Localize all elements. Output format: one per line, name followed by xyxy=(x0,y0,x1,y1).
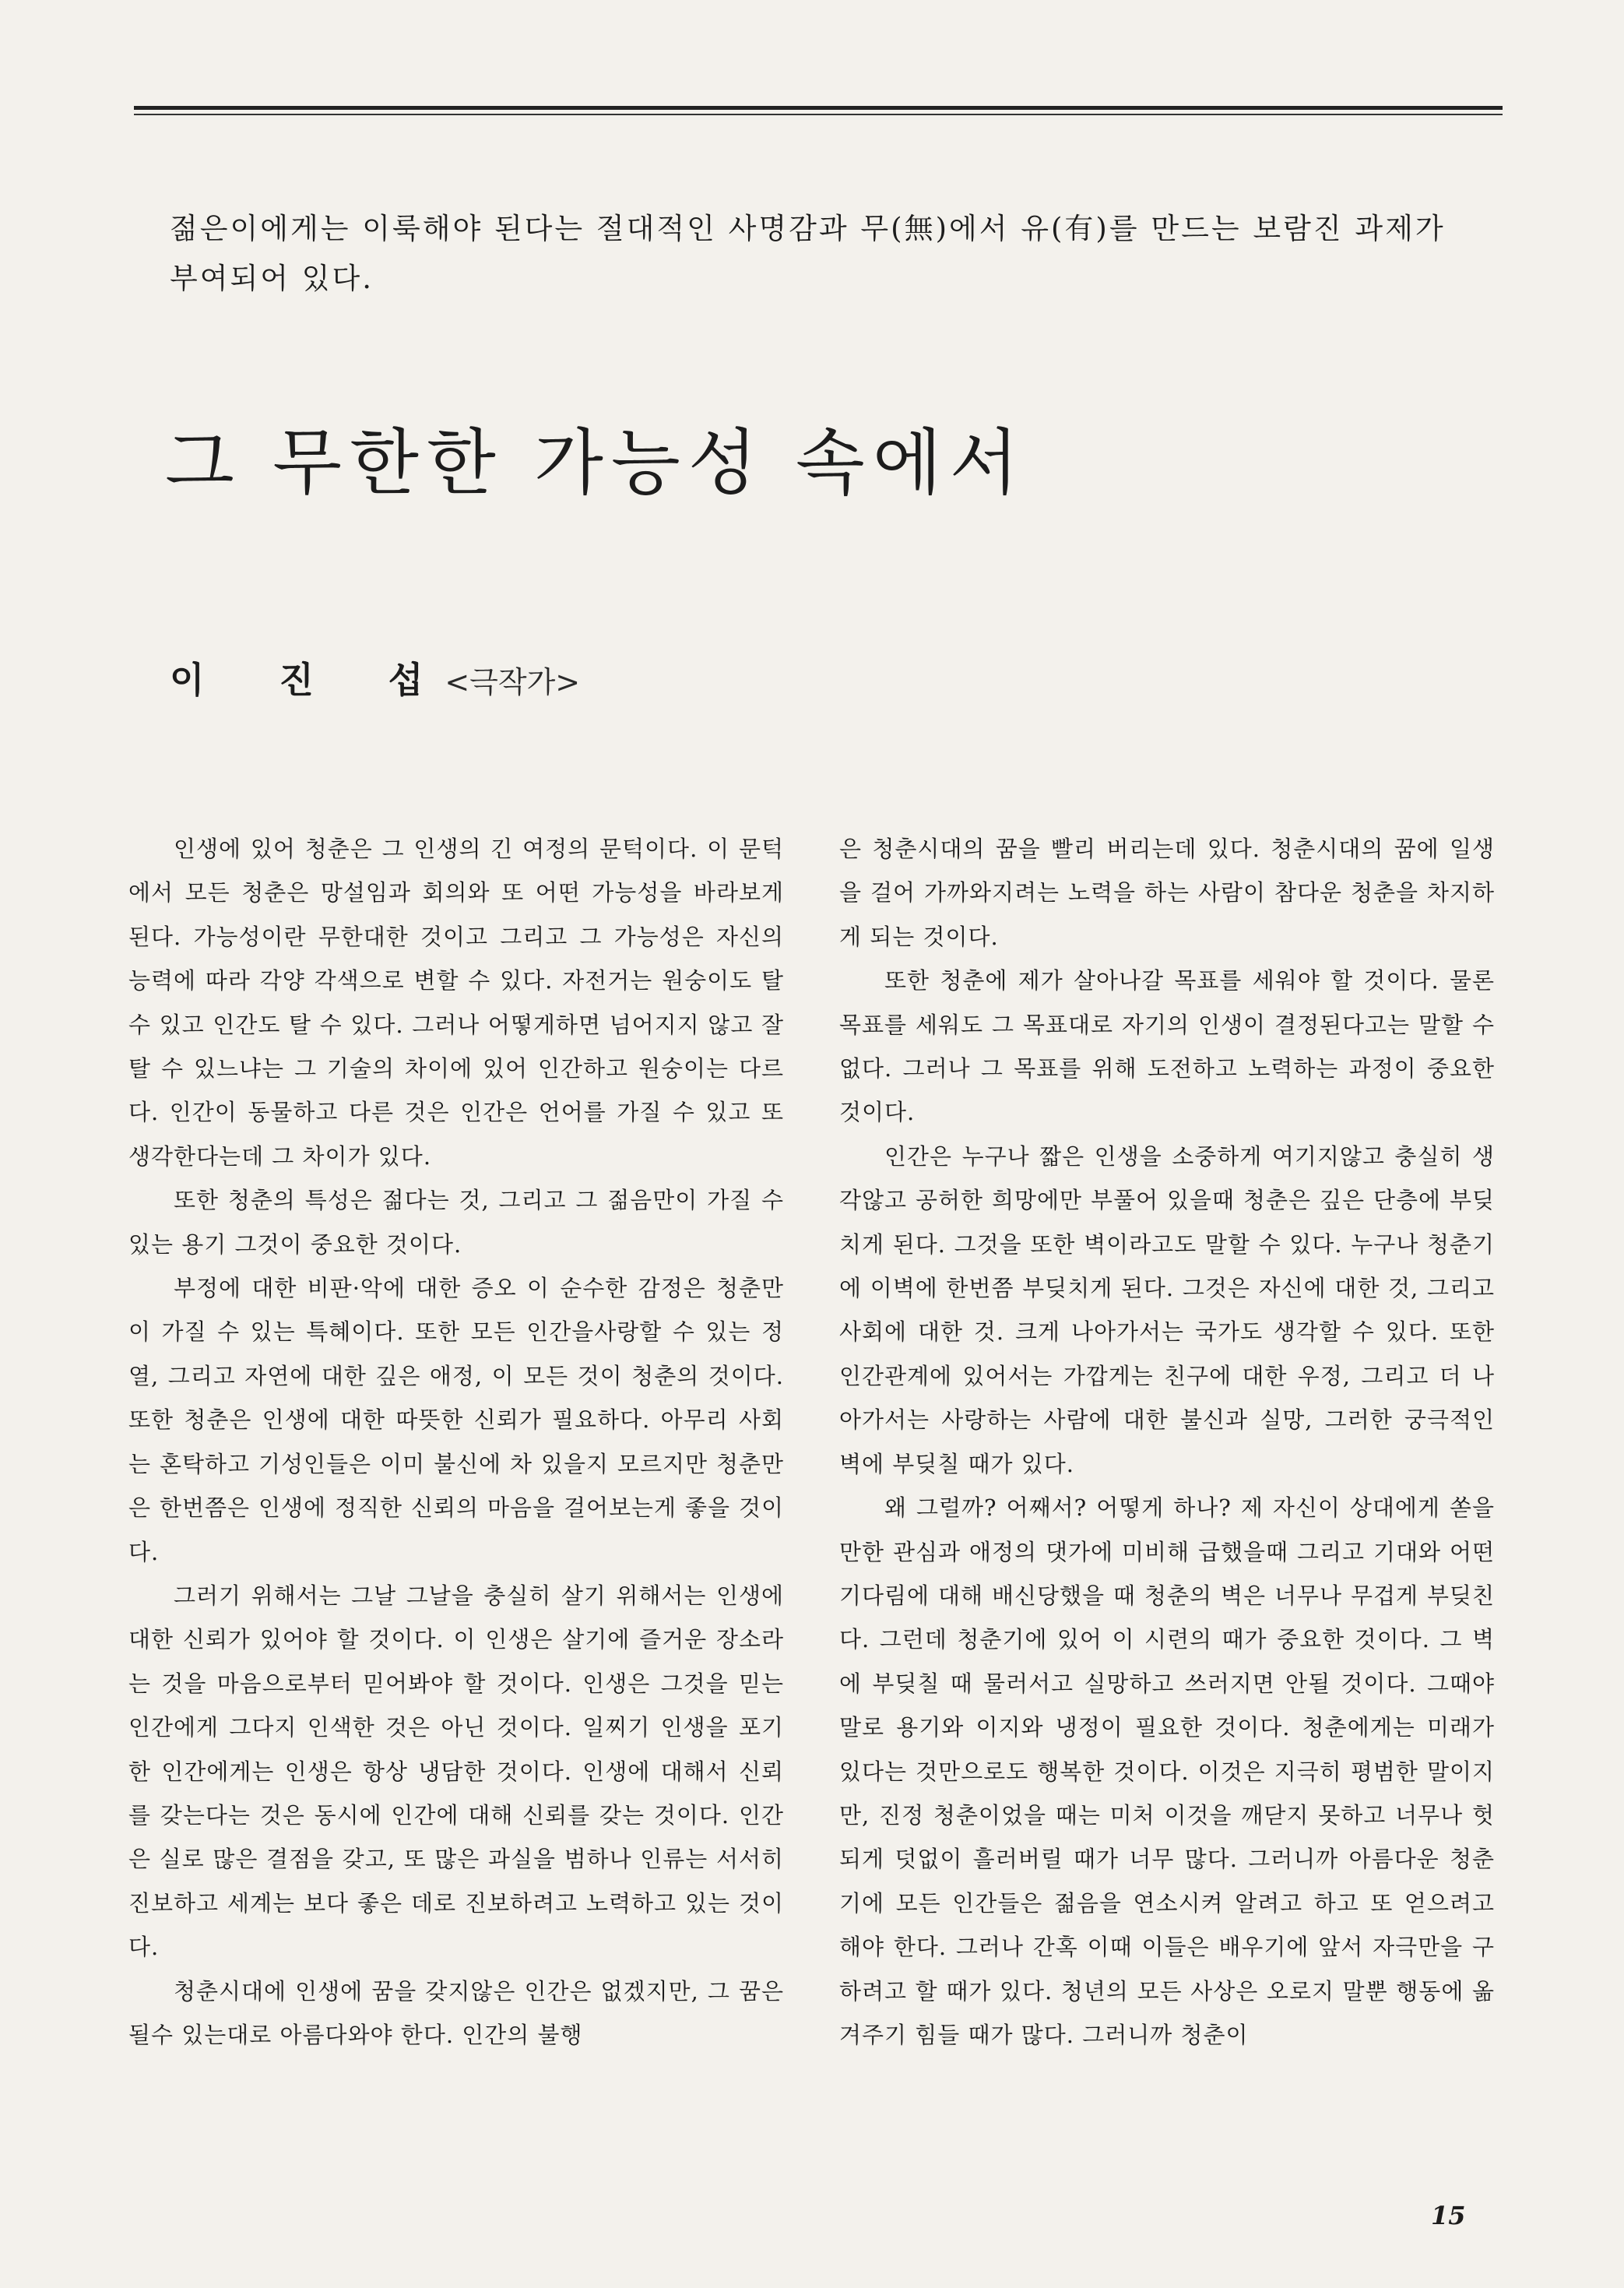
byline xyxy=(170,653,1104,716)
left-paragraph-3: 부정에 대한 비판·악에 대한 증오 이 순수한 감정은 청춘만이 가질 수 있는 특혜이다. 또한 모든 인간을사랑할 수 있는 정열, 그리고 자연에 대한 깊은 애정, 이 모든 것이 청춘의 것이다. 또한 청춘은 인생에 대한 따뜻한 신뢰가 필요하다. 아무리 사회는 혼탁하고 기성인들은 이미 불신에 차 있을지 모르지만 청춘만은 한번쯤은 인생에 정직한 신뢰의 마음을 걸어보는게 좋을 것이다. xyxy=(128,1275,784,1565)
top-rule-thin xyxy=(134,114,1503,115)
intro-text: 젊은이에게는 이룩해야 된다는 절대적인 사명감과 무(無)에서 유(有)를 만드는 보람진 과제가 부여되어 있다. xyxy=(170,212,1446,295)
page-number: 15 xyxy=(1431,2201,1466,2230)
left-column xyxy=(128,827,784,2057)
article-title: 그 무한한 가능성 속에서 xyxy=(165,421,1027,505)
author-name: 이 진 섭 xyxy=(170,659,424,701)
left-paragraph-4: 그러기 위해서는 그날 그날을 충실히 살기 위해서는 인생에 대한 신뢰가 있어야 할 것이다. 이 인생은 살기에 즐거운 장소라는 것을 마음으로부터 믿어봐야 할 것이다. 인생은 그것을 믿는 인간에게 그다지 인색한 것은 아닌 것이다. 일찌기 인생을 포기한 인간에게는 인생은 항상 냉담한 것이다. 인생에 대해서 신뢰를 갖는다는 것은 동시에 인간에 대해 신뢰를 갖는 것이다. 인간은 실로 많은 결점을 갖고, 또 많은 과실을 범하나 인류는 서서히 진보하고 세계는 보다 좋은 데로 진보하려고 노력하고 있는 것이다. xyxy=(128,1582,784,1961)
left-paragraph-1: 인생에 있어 청춘은 그 인생의 긴 여정의 문턱이다. 이 문턱에서 모든 청춘은 망설임과 회의와 또 어떤 가능성을 바라보게 된다. 가능성이란 무한대한 것이고 그리고 그 가능성은 자신의 능력에 따라 각양 각색으로 변할 수 있다. 자전거는 원숭이도 탈 수 있고 인간도 탈 수 있다. 그러나 어떻게하면 넘어지지 않고 잘 탈 수 있느냐는 그 기술의 차이에 있어 인간하고 원숭이는 다르다. 인간이 동물하고 다른 것은 인간은 언어를 가질 수 있고 또 생각한다는데 그 차이가 있다. xyxy=(128,836,784,1170)
left-paragraph-5: 청춘시대에 인생에 꿈을 갖지않은 인간은 없겠지만, 그 꿈은 될수 있는대로 아름다와야 한다. 인간의 불행 xyxy=(128,1977,784,2048)
left-paragraph-2: 또한 청춘의 특성은 젊다는 것, 그리고 그 젊음만이 가질 수 있는 용기 그것이 중요한 것이다. xyxy=(128,1187,784,1258)
right-paragraph-1: 은 청춘시대의 꿈을 빨리 버리는데 있다. 청춘시대의 꿈에 일생을 걸어 가까와지려는 노력을 하는 사람이 참다운 청춘을 차지하게 되는 것이다. xyxy=(839,836,1495,950)
right-paragraph-2: 또한 청춘에 제가 살아나갈 목표를 세워야 할 것이다. 물론 목표를 세워도 그 목표대로 자기의 인생이 결정된다고는 말할 수 없다. 그러나 그 목표를 위해 도전하고 노력하는 과정이 중요한 것이다. xyxy=(839,967,1495,1126)
right-paragraph-3: 인간은 누구나 짧은 인생을 소중하게 여기지않고 충실히 생각않고 공허한 희망에만 부풀어 있을때 청춘은 깊은 단층에 부딪치게 된다. 그것을 또한 벽이라고도 말할 수 있다. 누구나 청춘기에 이벽에 한번쯤 부딪치게 된다. 그것은 자신에 대한 것, 그리고 사회에 대한 것. 크게 나아가서는 국가도 생각할 수 있다. 또한 인간관계에 있어서는 가깝게는 친구에 대한 우정, 그리고 더 나아가서는 사랑하는 사람에 대한 불신과 실망, 그러한 궁극적인 벽에 부딪칠 때가 있다. xyxy=(839,1142,1495,1477)
right-column xyxy=(839,827,1495,2057)
author-role: <극작가> xyxy=(445,665,581,699)
top-rule xyxy=(134,106,1503,110)
right-paragraph-4: 왜 그럴까? 어째서? 어떻게 하나? 제 자신이 상대에게 쏟을만한 관심과 애정의 댓가에 미비해 급했을때 그리고 기대와 어떤 기다림에 대해 배신당했을 때 청춘의 벽은 너무나 무겁게 부딪친다. 그런데 청춘기에 있어 이 시련의 때가 중요한 것이다. 그 벽에 부딪칠 때 물러서고 실망하고 쓰러지면 안될 것이다. 그때야말로 용기와 이지와 냉정이 필요한 것이다. 청춘에게는 미래가 있다는 것만으로도 행복한 것이다. 이것은 지극히 평범한 말이지만, 진정 청춘이었을 때는 미처 이것을 깨닫지 못하고 너무나 헛되게 덧없이 흘러버릴 때가 너무 많다. 그러니까 아름다운 청춘기에 모든 인간들은 젊음을 연소시켜 알려고 하고 또 얻으려고 해야 한다. 그러나 간혹 이때 이들은 배우기에 앞서 자극만을 구하려고 할 때가 있다. 청년의 모든 사상은 오로지 말뿐 행동에 옮겨주기 힘들 때가 많다. 그러니까 청춘이 xyxy=(839,1494,1495,2048)
